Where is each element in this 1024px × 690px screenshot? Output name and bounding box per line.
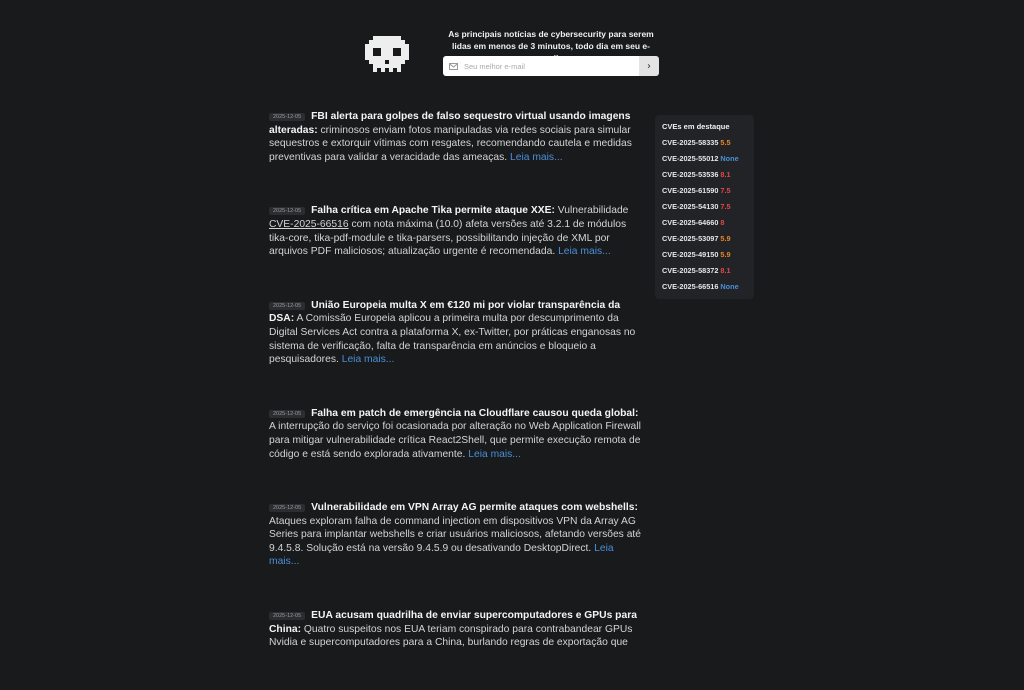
news-date: 2025-12-05 <box>269 302 305 310</box>
cve-id: CVE-2025-53097 <box>662 234 719 243</box>
news-body: Quatro suspeitos nos EUA teriam conspirado para contrabandear GPUs Nvidia e supercomputadores para a China, burlando regras de exportação que <box>269 623 633 649</box>
news-item <box>269 609 641 650</box>
cve-score: 8.1 <box>720 266 731 275</box>
news-headline: EUA acusam quadrilha de enviar supercomputadores e GPUs para China: <box>269 610 637 635</box>
cve-score: 7.5 <box>720 202 731 211</box>
cve-item[interactable] <box>662 187 754 203</box>
email-field-wrapper <box>443 56 639 76</box>
cve-panel-title: CVEs em destaque <box>662 122 730 131</box>
cve-item[interactable] <box>662 203 754 219</box>
cve-item[interactable] <box>662 283 754 299</box>
mail-icon <box>449 63 458 70</box>
news-item <box>269 501 641 569</box>
cve-id: CVE-2025-58335 <box>662 138 719 147</box>
cve-link[interactable]: CVE-2025-66516 <box>269 218 349 230</box>
newsletter-form <box>443 56 659 76</box>
news-date: 2025-12-05 <box>269 504 305 512</box>
read-more-link[interactable]: Leia mais... <box>558 246 611 258</box>
news-body: A interrupção do serviço foi ocasionada por alteração no Web Application Firewall para mitigar vulnerabilidade crítica React2Shell, que permite execução remota de código e está sendo explorada ativamente. <box>269 421 641 460</box>
read-more-link[interactable]: Leia mais... <box>341 354 395 366</box>
news-date: 2025-12-05 <box>269 410 305 418</box>
read-more-link[interactable]: Leia mais... <box>269 542 614 568</box>
cve-score: None <box>720 282 739 291</box>
news-body: A Comissão Europeia aplicou a primeira multa por descumprimento da Digital Services Act contra a plataforma X, ex-Twitter, por práticas enganosas no sistema de verificação, falta de transparência em anúncios e bloqueio a pesquisadores. <box>269 313 636 366</box>
news-feed <box>269 110 641 690</box>
cve-id: CVE-2025-53536 <box>662 170 719 179</box>
news-date: 2025-12-05 <box>269 207 305 215</box>
news-item <box>269 299 641 367</box>
cve-score: 5.5 <box>720 138 731 147</box>
cve-item[interactable] <box>662 139 754 155</box>
read-more-link[interactable]: Leia mais... <box>509 151 563 163</box>
cve-score: 5.9 <box>720 250 731 259</box>
cve-id: CVE-2025-54130 <box>662 202 719 211</box>
cve-score: 8.1 <box>720 170 731 179</box>
cve-id: CVE-2025-66516 <box>662 282 719 291</box>
news-headline: Vulnerabilidade em VPN Array AG permite ataques com webshells: <box>311 502 638 514</box>
read-more-link[interactable]: Leia mais... <box>468 448 521 460</box>
skull-icon <box>365 36 409 72</box>
chevron-right-icon: › <box>647 60 651 72</box>
cve-score: 8 <box>720 218 725 227</box>
news-item <box>269 110 641 164</box>
news-headline: FBI alerta para golpes de falso sequestro virtual usando imagens alteradas: <box>269 111 631 136</box>
cve-id: CVE-2025-49150 <box>662 250 719 259</box>
cve-id: CVE-2025-64660 <box>662 218 719 227</box>
news-date: 2025-12-05 <box>269 113 305 121</box>
news-headline: Falha crítica em Apache Tika permite ataque XXE: <box>311 205 555 217</box>
cve-item[interactable] <box>662 155 754 171</box>
cve-item[interactable] <box>662 171 754 187</box>
news-body: Ataques exploram falha de command injection em dispositivos VPN da Array AG Series para implantar webshells e criar usuários maliciosos, afetando versões até 9.4.5.8. Solução está na versão 9.4.5.9 ou desativando DesktopDirect. <box>269 515 642 554</box>
cve-item[interactable] <box>662 235 754 251</box>
cve-id: CVE-2025-61590 <box>662 186 719 195</box>
news-headline: Falha em patch de emergência na Cloudflare causou queda global: <box>311 407 639 419</box>
cve-item[interactable] <box>662 267 754 283</box>
cve-id: CVE-2025-55012 <box>662 154 719 163</box>
cve-item[interactable] <box>662 251 754 267</box>
cve-score: None <box>720 154 739 163</box>
news-body-continued: com nota máxima (10.0) afeta versões até 3.2.1 de módulos tika-core, tika-pdf-module e tika-parsers, possibilitando injeção de XML por arquivos PDF maliciosos; atualização urgente é recomendada. <box>269 218 627 258</box>
news-body: Vulnerabilidade <box>554 205 629 217</box>
news-body: criminosos enviam fotos manipuladas via redes sociais para simular sequestros e extorquir vítimas com resgates, recomendando cautela e medidas preventivas para validar a veracidade das ameaças. <box>269 124 632 163</box>
news-headline: União Europeia multa X em €120 mi por violar transparência da DSA: <box>269 299 621 325</box>
cve-score: 7.5 <box>720 186 731 195</box>
cve-highlights-panel <box>655 115 754 299</box>
news-item <box>269 407 641 461</box>
news-date: 2025-12-05 <box>269 612 305 620</box>
tagline: As principais notícias de cybersecurity para serem lidas em menos de 3 minutos, todo dia em seu e- <box>448 29 654 51</box>
email-input[interactable] <box>458 62 639 71</box>
cve-id: CVE-2025-58372 <box>662 266 719 275</box>
cve-item[interactable] <box>662 219 754 235</box>
subscribe-button[interactable] <box>639 56 659 76</box>
news-item <box>269 204 641 258</box>
cve-score: 5.9 <box>720 234 731 243</box>
cve-list <box>662 139 754 299</box>
